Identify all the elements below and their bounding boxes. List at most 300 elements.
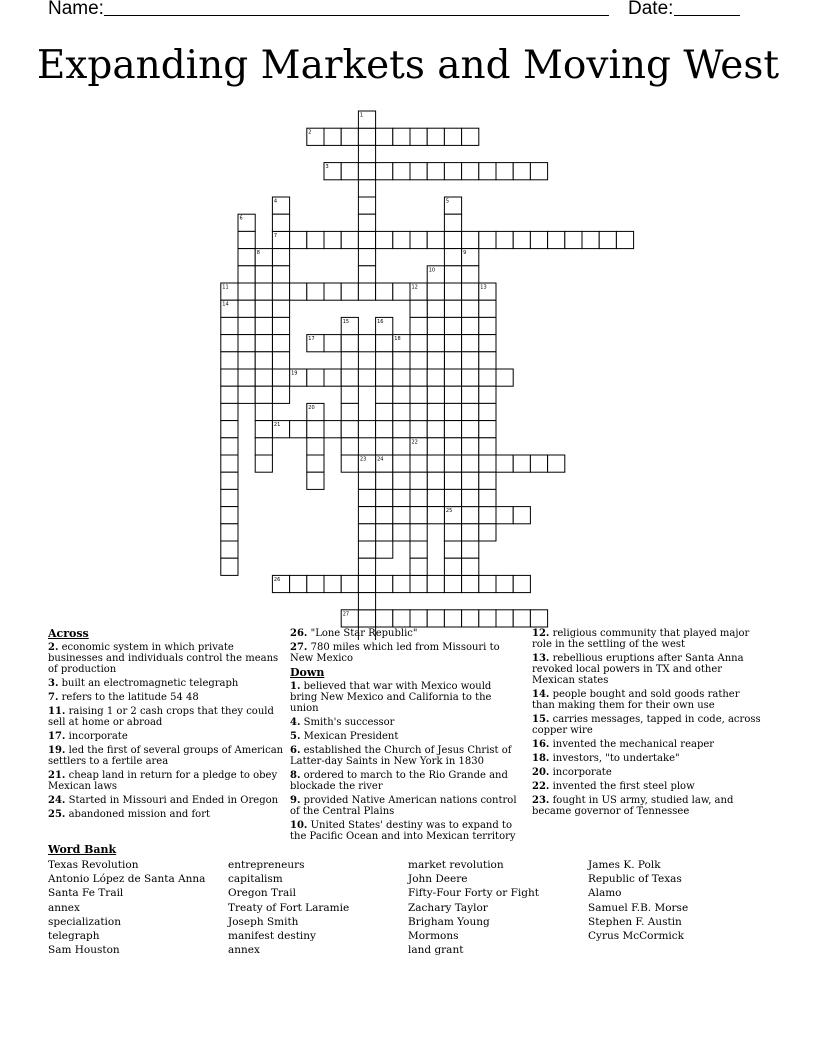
grid-cell[interactable] [444,283,461,300]
grid-cell[interactable] [427,438,444,455]
grid-cell[interactable] [358,421,375,438]
grid-cell[interactable] [221,507,238,524]
grid-cell[interactable] [427,403,444,420]
grid-cell[interactable] [358,128,375,145]
grid-cell[interactable] [462,575,479,592]
grid-cell[interactable] [272,249,289,266]
grid-cell[interactable] [358,214,375,231]
grid-cell[interactable] [479,507,496,524]
grid-cell[interactable] [479,369,496,386]
grid-cell[interactable] [462,266,479,283]
grid-cell[interactable] [358,507,375,524]
grid-cell[interactable] [462,558,479,575]
grid-cell[interactable] [307,455,324,472]
middle-clues-column [290,628,520,845]
grid-cell[interactable] [272,300,289,317]
grid-cell[interactable] [221,403,238,420]
grid-cell[interactable] [513,575,530,592]
grid-cell[interactable] [410,352,427,369]
grid-cell[interactable] [479,455,496,472]
grid-cell[interactable] [376,507,393,524]
grid-cell[interactable] [427,231,444,248]
grid-cell[interactable] [376,421,393,438]
grid-cell[interactable] [427,472,444,489]
grid-cell[interactable] [582,231,599,248]
grid-cell[interactable] [462,369,479,386]
grid-cell[interactable] [496,507,513,524]
grid-cell[interactable] [221,352,238,369]
grid-cell[interactable] [444,249,461,266]
grid-cell[interactable] [221,317,238,334]
word-bank-item: Fifty-Four Forty or Fight [408,887,539,900]
grid-cell[interactable] [444,455,461,472]
grid-cell[interactable] [358,369,375,386]
grid-cell[interactable] [393,352,410,369]
grid-cell[interactable] [341,403,358,420]
grid-cell[interactable] [479,300,496,317]
grid-cell[interactable] [221,541,238,558]
grid-cell[interactable] [238,249,255,266]
grid-cell[interactable] [376,610,393,627]
grid-cell[interactable] [462,489,479,506]
grid-cell[interactable] [444,386,461,403]
grid-cell[interactable] [341,335,358,352]
grid-cell[interactable] [393,575,410,592]
grid-cell[interactable] [358,249,375,266]
grid-cell[interactable] [358,610,375,627]
grid-cell[interactable] [462,335,479,352]
grid-cell[interactable] [393,163,410,180]
clue: 15. carries messages, tapped in code, across copper wire [532,714,761,736]
grid-cell[interactable] [307,231,324,248]
grid-cell[interactable] [444,163,461,180]
word-bank-item: entrepreneurs [228,859,305,871]
grid-cell[interactable] [530,231,547,248]
grid-cell[interactable] [444,317,461,334]
grid-cell[interactable] [444,524,461,541]
grid-cell[interactable] [496,231,513,248]
grid-cell[interactable] [221,386,238,403]
grid-cell[interactable] [358,575,375,592]
grid-cell[interactable] [462,300,479,317]
clue-number: 22 [411,439,418,446]
grid-cell[interactable] [358,558,375,575]
grid-cell[interactable] [221,455,238,472]
word-bank-item: Republic of Texas [588,873,682,886]
grid-cell[interactable] [393,283,410,300]
grid-cell[interactable] [272,283,289,300]
grid-cell[interactable] [410,335,427,352]
grid-cell[interactable] [427,352,444,369]
grid-cell[interactable] [479,524,496,541]
grid-cell[interactable] [444,472,461,489]
grid-cell[interactable] [341,283,358,300]
grid-cell[interactable] [427,455,444,472]
grid-cell[interactable] [272,352,289,369]
grid-cell[interactable] [427,610,444,627]
grid-cell[interactable] [427,163,444,180]
grid-cell[interactable] [238,300,255,317]
grid-cell[interactable] [410,455,427,472]
grid-cell[interactable] [393,128,410,145]
grid-cell[interactable] [410,575,427,592]
grid-cell[interactable] [358,145,375,162]
grid-cell[interactable] [341,128,358,145]
name-label: Name: [48,0,104,19]
grid-cell[interactable] [238,317,255,334]
grid-cell[interactable] [496,369,513,386]
grid-cell[interactable] [513,455,530,472]
grid-cell[interactable] [376,403,393,420]
grid-cell[interactable] [513,610,530,627]
grid-cell[interactable] [255,386,272,403]
grid-cell[interactable] [393,507,410,524]
word-bank-item: Samuel F.B. Morse [588,901,689,914]
grid-cell[interactable] [444,489,461,506]
grid-cell[interactable] [358,489,375,506]
grid-cell[interactable] [255,317,272,334]
grid-cell[interactable] [358,180,375,197]
grid-cell[interactable] [462,231,479,248]
word-bank-column [588,858,688,943]
grid-cell[interactable] [307,421,324,438]
grid-cell[interactable] [444,403,461,420]
grid-cell[interactable] [530,455,547,472]
grid-cell[interactable] [376,438,393,455]
grid-cell[interactable] [393,610,410,627]
grid-cell[interactable] [444,369,461,386]
grid-cell[interactable] [376,128,393,145]
grid-cell[interactable] [221,421,238,438]
grid-cell[interactable] [410,231,427,248]
grid-cell[interactable] [427,128,444,145]
grid-cell[interactable] [427,283,444,300]
clue: 1. believed that war with Mexico would bring New Mexico and California to the union [290,681,492,714]
grid-cell[interactable] [427,335,444,352]
grid-cell[interactable] [238,386,255,403]
grid-cell[interactable] [255,283,272,300]
grid-cell[interactable] [616,231,633,248]
clue: 24. Started in Missouri and Ended in Oregon [48,795,279,806]
grid-cell[interactable] [376,163,393,180]
grid-cell[interactable] [444,128,461,145]
grid-cell[interactable] [324,283,341,300]
grid-cell[interactable] [479,472,496,489]
grid-cell[interactable] [358,197,375,214]
clue: 6. established the Church of Jesus Christ of Latter-day Saints in New York in 1830 [290,745,512,767]
grid-cell[interactable] [238,231,255,248]
grid-cell[interactable] [410,128,427,145]
grid-cell[interactable] [376,575,393,592]
clue-number: 20 [308,404,315,411]
grid-cell[interactable] [479,575,496,592]
grid-cell[interactable] [444,300,461,317]
grid-cell[interactable] [307,438,324,455]
grid-cell[interactable] [255,266,272,283]
grid-cell[interactable] [341,231,358,248]
grid-cell[interactable] [255,369,272,386]
word-bank-item: market revolution [408,859,504,871]
grid-cell[interactable] [410,610,427,627]
grid-cell[interactable] [513,507,530,524]
grid-cell[interactable] [221,438,238,455]
grid-cell[interactable] [479,386,496,403]
grid-cell[interactable] [462,524,479,541]
grid-cell[interactable] [479,231,496,248]
grid-cell[interactable] [462,386,479,403]
grid-cell[interactable] [358,231,375,248]
grid-cell[interactable] [479,489,496,506]
grid-cell[interactable] [221,472,238,489]
grid-cell[interactable] [324,369,341,386]
grid-cell[interactable] [272,266,289,283]
grid-cell[interactable] [341,455,358,472]
grid-cell[interactable] [307,472,324,489]
grid-cell[interactable] [444,438,461,455]
grid-cell[interactable] [462,317,479,334]
grid-cell[interactable] [358,163,375,180]
clue: 10. United States' destiny was to expand to the Pacific Ocean and into Mexican territory [290,820,516,842]
grid-cell[interactable] [479,317,496,334]
word-bank-item: James K. Polk [588,859,661,871]
grid-cell[interactable] [376,231,393,248]
grid-cell[interactable] [221,558,238,575]
grid-cell[interactable] [427,300,444,317]
grid-cell[interactable] [496,575,513,592]
grid-cell[interactable] [513,231,530,248]
grid-cell[interactable] [255,352,272,369]
grid-cell[interactable] [255,455,272,472]
grid-cell[interactable] [410,317,427,334]
grid-cell[interactable] [376,352,393,369]
grid-cell[interactable] [358,335,375,352]
grid-cell[interactable] [290,231,307,248]
grid-cell[interactable] [238,335,255,352]
grid-cell[interactable] [462,438,479,455]
grid-cell[interactable] [410,489,427,506]
grid-cell[interactable] [496,610,513,627]
grid-cell[interactable] [479,421,496,438]
grid-cell[interactable] [410,369,427,386]
grid-cell[interactable] [565,231,582,248]
grid-cell[interactable] [393,386,410,403]
grid-cell[interactable] [238,369,255,386]
grid-cell[interactable] [393,489,410,506]
grid-cell[interactable] [462,421,479,438]
grid-cell[interactable] [530,610,547,627]
word-bank-item: Joseph Smith [228,915,299,928]
grid-cell[interactable] [376,541,393,558]
grid-cell[interactable] [462,507,479,524]
grid-cell[interactable] [376,472,393,489]
clue-number: 26 [273,576,281,583]
word-bank-item: John Deere [408,873,468,886]
grid-cell[interactable] [496,455,513,472]
grid-cell[interactable] [444,558,461,575]
grid-cell[interactable] [221,524,238,541]
grid-cell[interactable] [530,163,547,180]
grid-cell[interactable] [462,610,479,627]
clue: 20. incorporate [532,767,612,778]
grid-cell[interactable] [290,283,307,300]
clue: 5. Mexican President [290,731,399,742]
clue: 2. economic system in which private businesses and individuals control the means of production [48,642,279,675]
grid-cell[interactable] [324,335,341,352]
grid-cell[interactable] [376,335,393,352]
grid-cell[interactable] [427,421,444,438]
grid-cell[interactable] [513,163,530,180]
grid-cell[interactable] [341,421,358,438]
grid-cell[interactable] [393,472,410,489]
grid-cell[interactable] [410,163,427,180]
down-clues-column [532,628,764,820]
grid-cell[interactable] [238,283,255,300]
grid-cell[interactable] [462,128,479,145]
grid-cell[interactable] [255,403,272,420]
grid-cell[interactable] [221,335,238,352]
grid-cell[interactable] [272,317,289,334]
clue: 14. people bought and sold goods rather than making them for their own use [532,689,740,711]
clue-number: 1 [359,112,364,119]
grid-cell[interactable] [444,575,461,592]
clue-number: 21 [273,422,281,429]
word-bank-column [228,858,349,957]
grid-cell[interactable] [324,421,341,438]
grid-cell[interactable] [238,266,255,283]
grid-cell[interactable] [427,317,444,334]
grid-cell[interactable] [358,266,375,283]
grid-cell[interactable] [376,524,393,541]
grid-cell[interactable] [410,558,427,575]
grid-cell[interactable] [479,403,496,420]
grid-cell[interactable] [324,128,341,145]
clue-number: 4 [273,198,278,205]
grid-cell[interactable] [307,575,324,592]
grid-cell[interactable] [444,231,461,248]
grid-cell[interactable] [462,541,479,558]
grid-cell[interactable] [376,489,393,506]
grid-cell[interactable] [393,369,410,386]
grid-cell[interactable] [599,231,616,248]
grid-cell[interactable] [324,231,341,248]
word-bank-item: Alamo [588,887,622,900]
across-clues-column [48,628,284,823]
grid-cell[interactable] [393,438,410,455]
grid-cell[interactable] [479,352,496,369]
grid-cell[interactable] [376,369,393,386]
grid-cell[interactable] [324,575,341,592]
grid-cell[interactable] [548,231,565,248]
grid-cell[interactable] [393,455,410,472]
grid-cell[interactable] [358,524,375,541]
grid-cell[interactable] [272,214,289,231]
grid-cell[interactable] [462,352,479,369]
grid-cell[interactable] [427,575,444,592]
grid-cell[interactable] [410,507,427,524]
grid-cell[interactable] [444,541,461,558]
grid-cell[interactable] [358,541,375,558]
grid-cell[interactable] [410,472,427,489]
grid-cell[interactable] [358,593,375,610]
grid-cell[interactable] [444,214,461,231]
grid-cell[interactable] [479,438,496,455]
grid-cell[interactable] [462,163,479,180]
word-bank-item: Mormons [408,930,459,943]
grid-cell[interactable] [496,163,513,180]
grid-cell[interactable] [221,369,238,386]
grid-cell[interactable] [410,300,427,317]
grid-cell[interactable] [255,438,272,455]
grid-cell[interactable] [479,163,496,180]
grid-cell[interactable] [393,403,410,420]
grid-cell[interactable] [444,266,461,283]
grid-cell[interactable] [462,403,479,420]
grid-cell[interactable] [341,369,358,386]
clue: 13. rebellious eruptions after Santa Anna revoked local powers in TX and other Mexican states [532,653,744,686]
grid-cell[interactable] [410,541,427,558]
grid-cell[interactable] [444,421,461,438]
grid-cell[interactable] [341,575,358,592]
grid-cell[interactable] [290,421,307,438]
grid-cell[interactable] [462,455,479,472]
grid-cell[interactable] [255,300,272,317]
grid-cell[interactable] [341,163,358,180]
grid-cell[interactable] [410,403,427,420]
grid-cell[interactable] [410,524,427,541]
clue-number: 13 [480,284,487,291]
grid-cell[interactable] [290,575,307,592]
grid-cell[interactable] [376,283,393,300]
grid-cell[interactable] [410,421,427,438]
grid-cell[interactable] [410,386,427,403]
word-bank-item: specialization [48,915,121,928]
grid-cell[interactable] [307,283,324,300]
grid-cell[interactable] [272,386,289,403]
grid-cell[interactable] [427,507,444,524]
grid-cell[interactable] [393,421,410,438]
grid-cell[interactable] [341,386,358,403]
grid-cell[interactable] [341,438,358,455]
grid-cell[interactable] [255,335,272,352]
grid-cell[interactable] [393,524,410,541]
grid-cell[interactable] [221,489,238,506]
grid-cell[interactable] [341,352,358,369]
grid-cell[interactable] [479,610,496,627]
grid-cell[interactable] [479,335,496,352]
grid-cell[interactable] [444,352,461,369]
grid-cell[interactable] [427,489,444,506]
clue-number: 17 [308,336,315,343]
grid-cell[interactable] [376,386,393,403]
grid-cell[interactable] [272,335,289,352]
grid-cell[interactable] [462,283,479,300]
grid-cell[interactable] [444,335,461,352]
grid-cell[interactable] [548,455,565,472]
grid-cell[interactable] [358,283,375,300]
word-bank-item: manifest destiny [228,930,316,943]
grid-cell[interactable] [393,231,410,248]
grid-cell[interactable] [238,352,255,369]
grid-cell[interactable] [444,610,461,627]
grid-cell[interactable] [358,472,375,489]
grid-cell[interactable] [427,369,444,386]
grid-cell[interactable] [272,369,289,386]
word-bank-item: Santa Fe Trail [48,887,124,900]
grid-cell[interactable] [255,421,272,438]
grid-cell[interactable] [427,386,444,403]
grid-cell[interactable] [462,472,479,489]
grid-cell[interactable] [307,369,324,386]
